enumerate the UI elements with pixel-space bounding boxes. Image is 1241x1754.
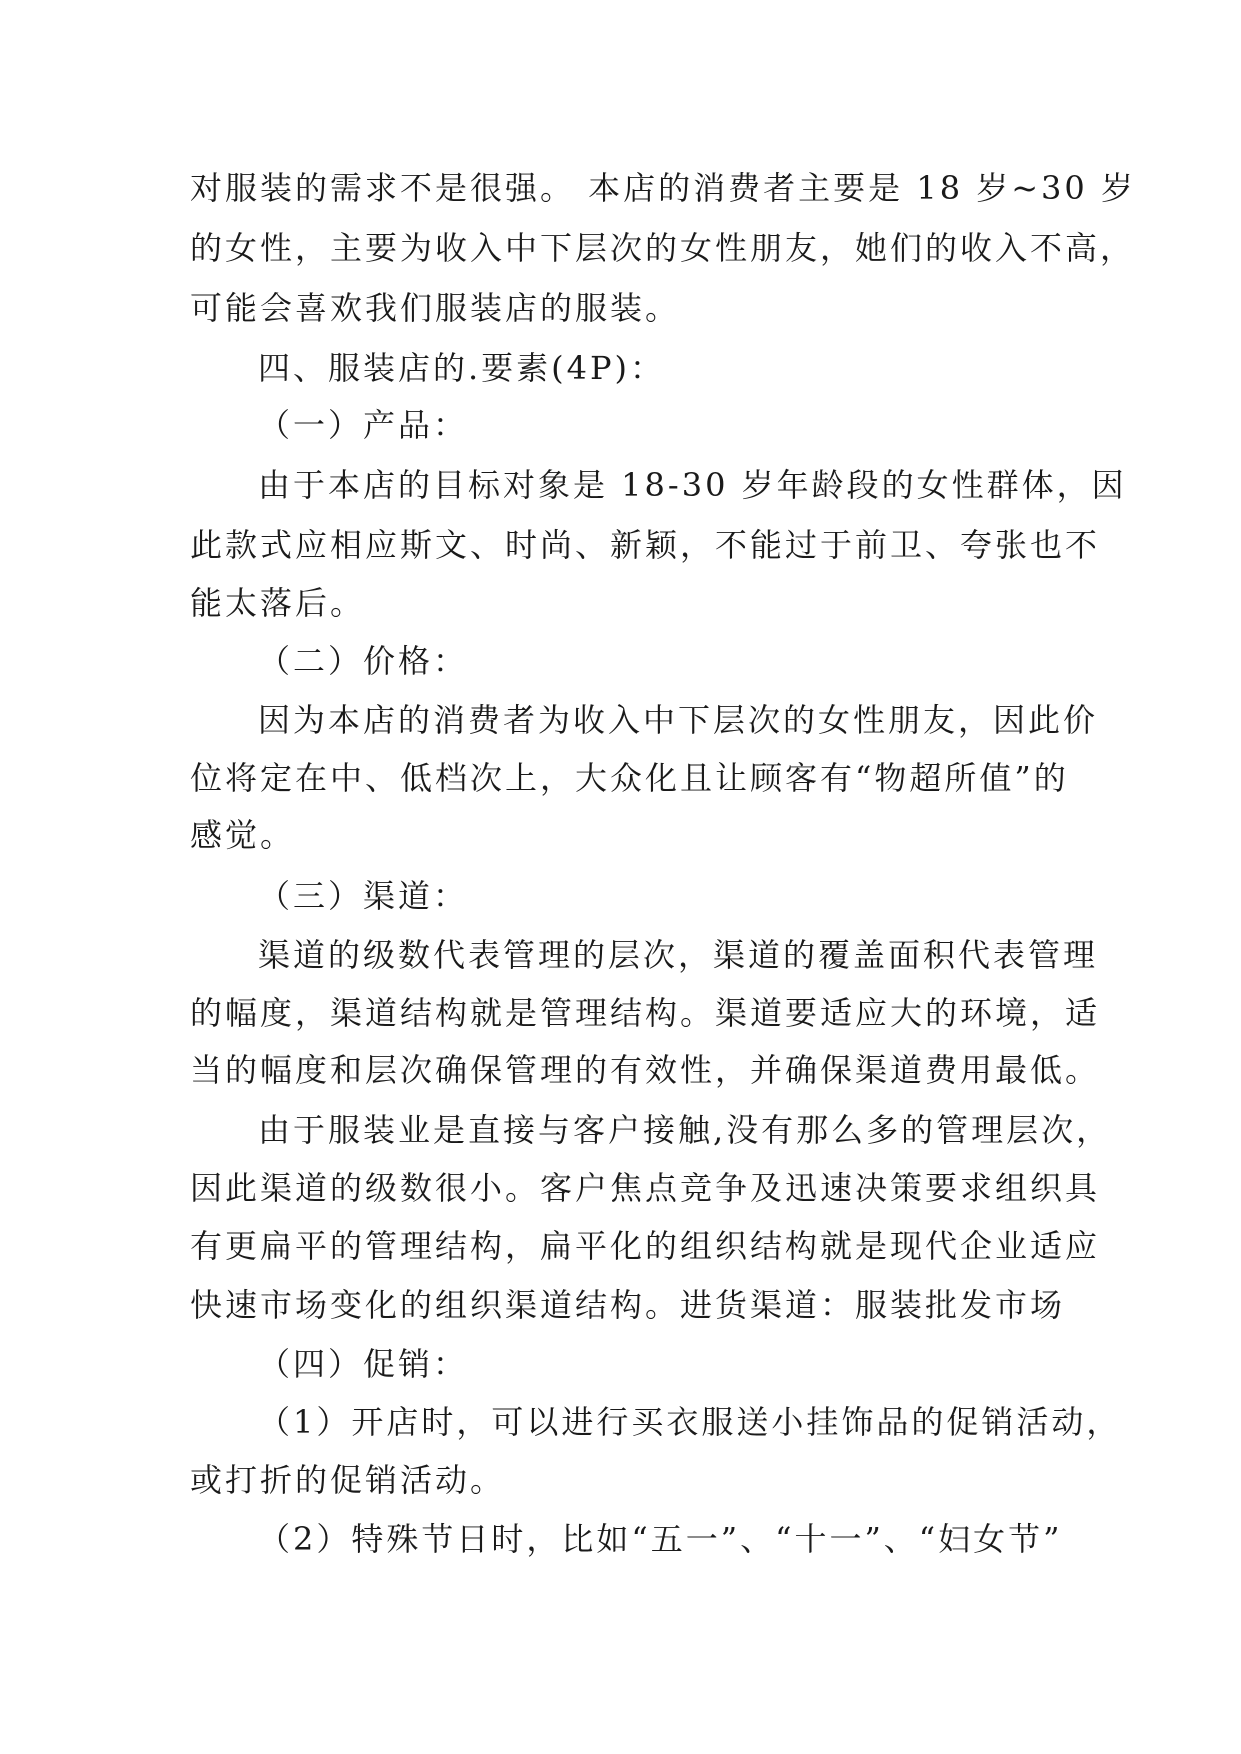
- text-line: 可能会喜欢我们服装店的服装。: [190, 289, 681, 327]
- text-line: 的幅度，渠道结构就是管理结构。渠道要适应大的环境，适: [190, 994, 1101, 1032]
- list-item: （1）开店时，可以进行买衣服送小挂饰品的促销活动，: [258, 1403, 1122, 1441]
- subsection-heading-price: （二）价格：: [258, 642, 469, 680]
- text-line: 由于服装业是直接与客户接触,没有那么多的管理层次，: [258, 1111, 1112, 1149]
- text-line: 因为本店的消费者为收入中下层次的女性朋友，因此价: [258, 701, 1099, 739]
- section-heading: 四、服装店的.要素(4P)：: [258, 349, 666, 387]
- subsection-heading-channel: （三）渠道：: [258, 877, 469, 915]
- text-line: 有更扁平的管理结构，扁平化的组织结构就是现代企业适应: [190, 1227, 1101, 1265]
- text-line: 快速市场变化的组织渠道结构。进货渠道：服装批发市场: [190, 1286, 1066, 1324]
- subsection-heading-promotion: （四）促销：: [258, 1345, 469, 1383]
- text-line: 的女性，主要为收入中下层次的女性朋友，她们的收入不高，: [190, 229, 1136, 267]
- text-line: 因此渠道的级数很小。客户焦点竞争及迅速决策要求组织具: [190, 1169, 1101, 1207]
- text-line: 位将定在中、低档次上，大众化且让顾客有“物超所值”的: [190, 759, 1069, 797]
- text-line: 此款式应相应斯文、时尚、新颖，不能过于前卫、夸张也不: [190, 526, 1101, 564]
- text-line: 渠道的级数代表管理的层次，渠道的覆盖面积代表管理: [258, 936, 1099, 974]
- text-line: 对服装的需求不是很强。 本店的消费者主要是 18 岁~30 岁: [190, 169, 1136, 207]
- text-line: 由于本店的目标对象是 18-30 岁年龄段的女性群体，因: [258, 466, 1127, 504]
- text-line: 感觉。: [190, 816, 296, 854]
- text-line: 或打折的促销活动。: [190, 1461, 506, 1499]
- list-item: （2）特殊节日时，比如“五一”、“十一”、“妇女节”: [258, 1520, 1063, 1558]
- text-line: 当的幅度和层次确保管理的有效性，并确保渠道费用最低。: [190, 1051, 1101, 1089]
- subsection-heading-product: （一）产品：: [258, 406, 469, 444]
- text-line: 能太落后。: [190, 584, 366, 622]
